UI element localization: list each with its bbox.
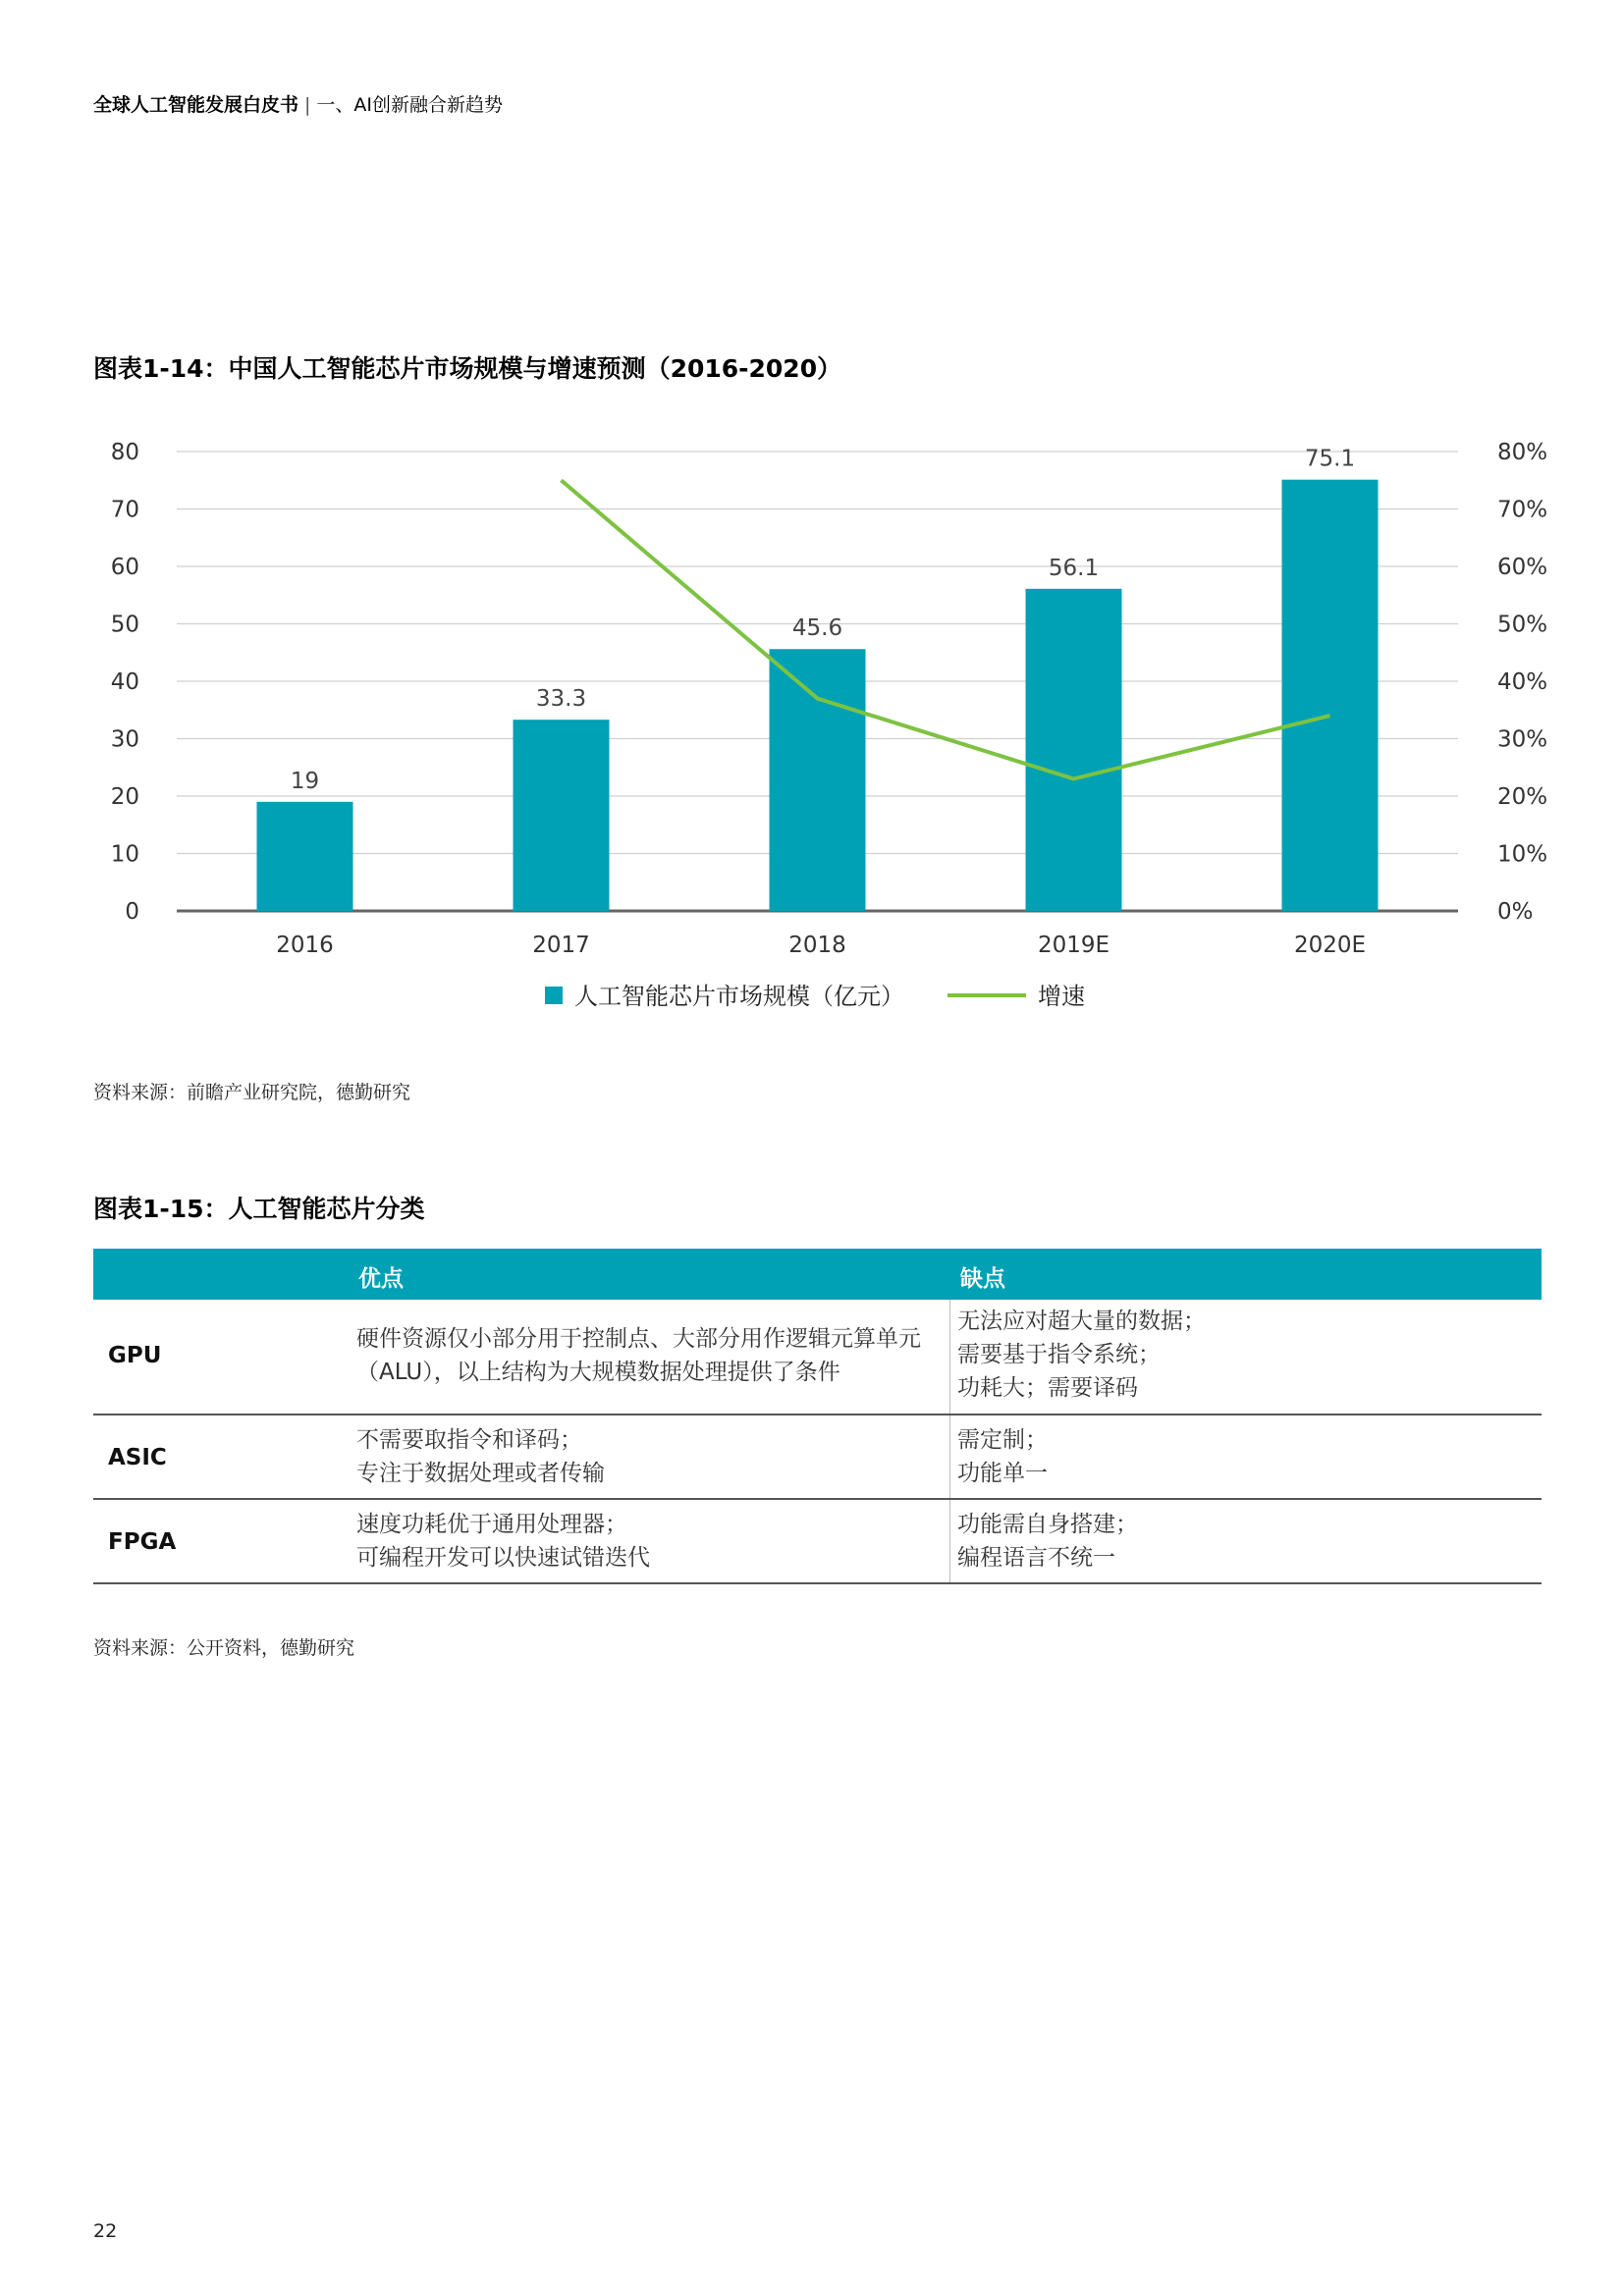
- bar: [514, 720, 610, 911]
- y-left-tick: 10: [110, 841, 139, 868]
- pros-line: 硬件资源仅小部分用于控制点、大部分用作逻辑元算单元: [356, 1326, 921, 1352]
- growth-line: [562, 480, 1330, 778]
- row-cons: [957, 1423, 1507, 1490]
- legend-swatch-bar: [545, 987, 563, 1004]
- legend-label-line: 增速: [1038, 983, 1085, 1010]
- bar: [1026, 589, 1122, 911]
- table-row-asic: [93, 1415, 1542, 1500]
- y-left-tick: 60: [110, 555, 139, 580]
- y-right-tick: 10%: [1497, 841, 1548, 868]
- pros-line: 不需要取指令和译码；: [356, 1427, 582, 1453]
- figure2-source: 资料来源：公开资料，德勤研究: [93, 1637, 355, 1659]
- pros-line: 速度功耗优于通用处理器；: [356, 1512, 627, 1537]
- bar-value-label: 45.6: [791, 615, 843, 642]
- y-left-tick: 40: [110, 669, 139, 695]
- cons-line: 功能需自身搭建；: [957, 1512, 1138, 1537]
- y-left-tick: 30: [110, 726, 139, 753]
- x-tick-label: 2019E: [1037, 933, 1110, 958]
- figure2-title: 图表1-15：人工智能芯片分类: [93, 1195, 425, 1223]
- y-right-tick: 60%: [1497, 555, 1548, 580]
- header-separator: |: [304, 94, 311, 116]
- column-divider: [949, 1300, 950, 1414]
- header-title: 全球人工智能发展白皮书: [93, 94, 299, 116]
- x-tick-label: 2020E: [1293, 933, 1367, 958]
- table-header: [93, 1249, 1542, 1300]
- bar-value-label: 19: [290, 768, 320, 794]
- table-row-fpga: [93, 1500, 1542, 1584]
- y-left-tick: 50: [110, 612, 139, 638]
- row-pros: [356, 1508, 955, 1575]
- legend-label-bar: 人工智能芯片市场规模（亿元）: [574, 983, 904, 1010]
- page-number: 22: [93, 2220, 118, 2242]
- y-right-tick: 70%: [1497, 497, 1548, 523]
- market-chart: [93, 432, 1546, 1031]
- cons-line: 需要基于指令系统；: [957, 1342, 1161, 1367]
- row-name: GPU: [108, 1343, 162, 1368]
- header-pros: 优点: [358, 1266, 404, 1292]
- header-cons: 缺点: [960, 1266, 1005, 1292]
- row-cons: [957, 1508, 1507, 1575]
- figure1-title: 图表1-14：中国人工智能芯片市场规模与增速预测（2016-2020）: [93, 354, 842, 383]
- header-section: 一、AI创新融合新趋势: [316, 94, 504, 116]
- figure1-source: 资料来源：前瞻产业研究院，德勤研究: [93, 1082, 411, 1103]
- page-header: [93, 90, 503, 117]
- x-tick-label: 2018: [788, 933, 846, 958]
- x-tick-label: 2017: [532, 933, 590, 958]
- bar-value-label: 75.1: [1304, 446, 1356, 472]
- y-right-tick: 20%: [1497, 784, 1548, 810]
- bar-value-label: 56.1: [1048, 555, 1100, 581]
- column-divider: [949, 1500, 950, 1582]
- pros-line: （ALU），以上结构为大规模数据处理提供了条件: [356, 1360, 840, 1385]
- y-right-tick: 30%: [1497, 726, 1548, 753]
- row-name: ASIC: [108, 1445, 167, 1470]
- y-left-tick: 70: [110, 497, 139, 523]
- pros-line: 可编程开发可以快速试错迭代: [356, 1545, 650, 1571]
- bar: [1282, 480, 1379, 911]
- cons-line: 需定制；: [957, 1427, 1048, 1453]
- row-cons: [957, 1305, 1507, 1405]
- row-pros: [356, 1423, 955, 1490]
- y-left-tick: 20: [110, 784, 139, 810]
- chart-svg: [93, 432, 1546, 1031]
- bar: [257, 802, 353, 911]
- row-name: FPGA: [108, 1529, 177, 1555]
- y-right-tick: 40%: [1497, 669, 1548, 695]
- column-divider: [949, 1415, 950, 1498]
- y-right-tick: 0%: [1497, 899, 1534, 925]
- cons-line: 无法应对超大量的数据；: [957, 1308, 1206, 1334]
- y-left-tick: 80: [110, 440, 139, 465]
- bar: [770, 649, 866, 911]
- table-row-gpu: [93, 1300, 1542, 1415]
- cons-line: 功能单一: [957, 1461, 1048, 1486]
- chip-classification-table: [93, 1249, 1542, 1584]
- row-pros: [356, 1322, 955, 1389]
- y-right-tick: 80%: [1497, 440, 1548, 465]
- cons-line: 功耗大；需要译码: [957, 1375, 1138, 1401]
- x-tick-label: 2016: [276, 933, 334, 958]
- cons-line: 编程语言不统一: [957, 1545, 1115, 1571]
- bar-value-label: 33.3: [535, 686, 587, 713]
- y-right-tick: 50%: [1497, 612, 1548, 638]
- y-left-tick: 0: [125, 899, 139, 925]
- pros-line: 专注于数据处理或者传输: [356, 1461, 605, 1486]
